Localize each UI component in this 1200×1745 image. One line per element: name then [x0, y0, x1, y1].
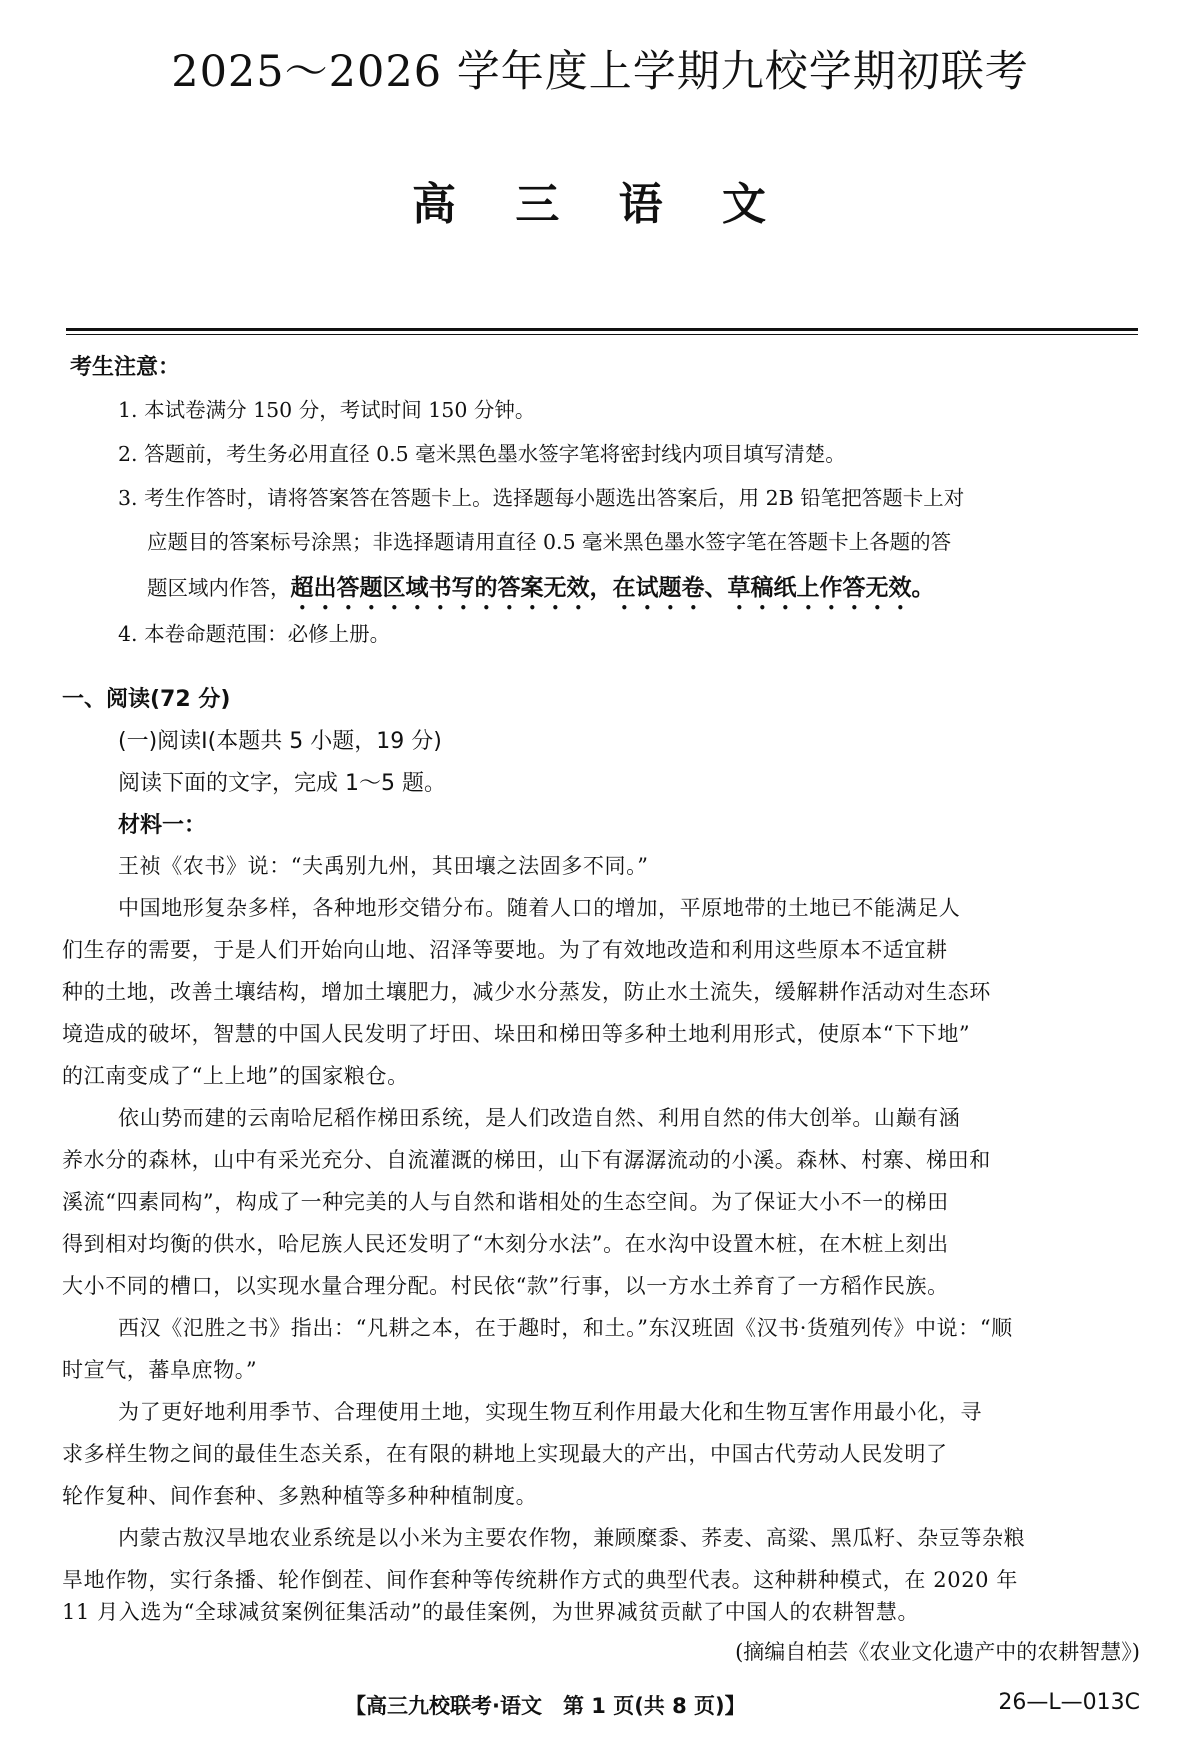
passage-line: 求多样生物之间的最佳生态关系，在有限的耕地上实现最大的产出，中国古代劳动人民发明了 [62, 1442, 948, 1466]
passage-line: 境造成的破坏，智慧的中国人民发明了圩田、垛田和梯田等多种土地利用形式，使原本“下下地” [62, 1022, 971, 1046]
subject-title: 高 三 语 文 [412, 179, 788, 230]
passage-line: 11 月入选为“全球减贫案例征集活动”的最佳案例，为世界减贫贡献了中国人的农耕智慧。 [62, 1600, 920, 1624]
header-rule-thin [66, 334, 1138, 335]
passage-line: 轮作复种、间作套种、多熟种植等多种种植制度。 [62, 1484, 538, 1508]
notice-item-3-cont-2 [147, 569, 935, 615]
notice-item-4: 4. 本卷命题范围：必修上册。 [118, 622, 391, 646]
header-rule-thick [66, 328, 1138, 331]
passage-line: 为了更好地利用季节、合理使用土地，实现生物互利作用最大化和生物互害作用最小化，寻 [118, 1400, 982, 1424]
paper-code: 26—L—013C [998, 1690, 1140, 1715]
notice-title: 考生注意： [70, 355, 181, 380]
passage-line: 溪流“四素同构”，构成了一种完美的人与自然和谐相处的生态空间。为了保证大小不一的梯田 [62, 1190, 949, 1214]
instruction: 阅读下面的文字，完成 1～5 题。 [118, 771, 446, 796]
passage-line: 王祯《农书》说：“夫禹别九州，其田壤之法固多不同。” [118, 854, 649, 878]
passage-line: 们生存的需要，于是人们开始向山地、沼泽等要地。为了有效地改造和利用这些原本不适宜耕 [62, 938, 948, 962]
notice-item-3-cont-2-text: 题区域内作答， [147, 576, 291, 600]
passage-line: 时宣气，蕃阜庶物。” [62, 1358, 258, 1382]
notice-item-2: 2. 答题前，考生务必用直径 0.5 毫米黑色墨水签字笔将密封线内项目填写清楚。 [118, 442, 846, 466]
passage-line: 中国地形复杂多样，各种地形交错分布。随着人口的增加，平原地带的土地已不能满足人 [118, 896, 961, 920]
passage-line: 依山势而建的云南哈尼稻作梯田系统，是人们改造自然、利用自然的伟大创举。山巅有涵 [118, 1106, 961, 1130]
passage-line: 旱地作物，实行条播、轮作倒茬、间作套种等传统耕作方式的典型代表。这种耕种模式，在 2020 年 [62, 1568, 1018, 1592]
material-label: 材料一： [118, 813, 207, 838]
passage-line: 得到相对均衡的供水，哈尼族人民还发明了“木刻分水法”。在水沟中设置木桩，在木桩上刻出 [62, 1232, 949, 1256]
notice-item-3-cont-1: 应题目的答案标号涂黑；非选择题请用直径 0.5 毫米黑色墨水签字笔在答题卡上各题的答 [147, 530, 952, 554]
section-heading: 一、阅读(72 分) [62, 687, 231, 712]
part-heading: (一)阅读Ⅰ(本题共 5 小题，19 分) [118, 729, 442, 754]
notice-item-3: 3. 考生作答时，请将答案答在答题卡上。选择题每小题选出答案后，用 2B 铅笔把答题卡上对 [118, 486, 965, 510]
exam-title: 2025～2026 学年度上学期九校学期初联考 [171, 47, 1029, 97]
passage-line: 西汉《氾胜之书》指出：“凡耕之本，在于趣时，和土。”东汉班固《汉书·货殖列传》中说：“顺 [118, 1316, 1013, 1340]
passage-line: 大小不同的槽口，以实现水量合理分配。村民依“款”行事，以一方水土养育了一方稻作民族。 [62, 1274, 949, 1298]
passage-source: (摘编自柏芸《农业文化遗产中的农耕智慧》) [735, 1640, 1140, 1664]
notice-emphasis: 超出答题区域书写的答案无效，在试题卷、草稿纸上作答无效。 [290, 575, 935, 601]
passage-line: 的江南变成了“上上地”的国家粮仓。 [62, 1064, 409, 1088]
passage-line: 种的土地，改善土壤结构，增加土壤肥力，减少水分蒸发，防止水土流失，缓解耕作活动对生态环 [62, 980, 991, 1004]
notice-item-1: 1. 本试卷满分 150 分，考试时间 150 分钟。 [118, 398, 536, 422]
passage-line: 内蒙古敖汉旱地农业系统是以小米为主要农作物，兼顾糜黍、荞麦、高粱、黑瓜籽、杂豆等杂粮 [118, 1526, 1026, 1550]
passage-line: 养水分的森林，山中有采光充分、自流灌溉的梯田，山下有潺潺流动的小溪。森林、村寨、梯田和 [62, 1148, 991, 1172]
page-footer: 【高三九校联考·语文 第 1 页(共 8 页)】 [345, 1694, 746, 1718]
